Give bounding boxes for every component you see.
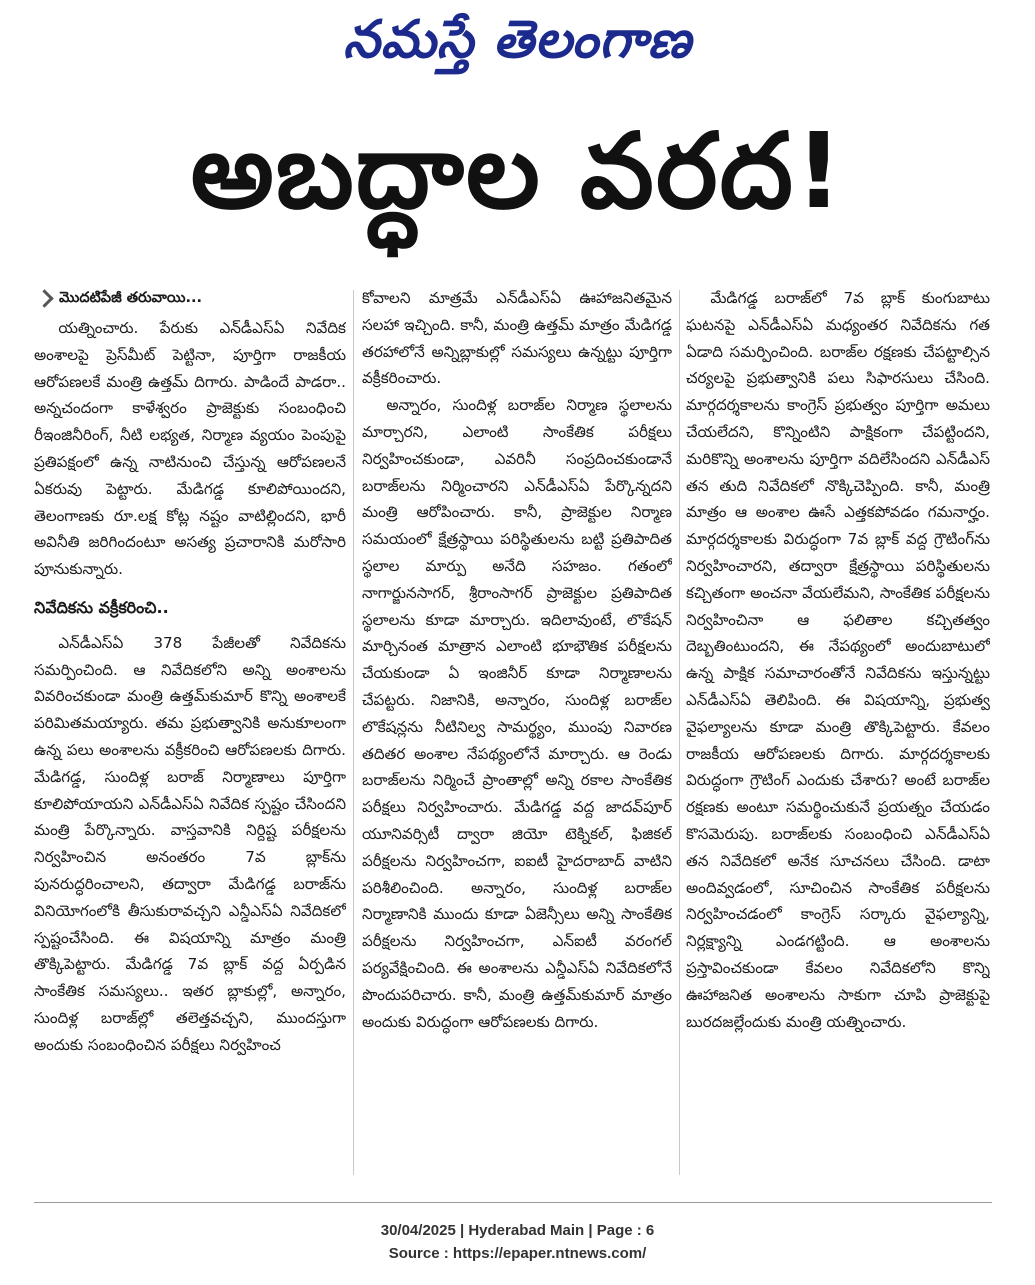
column-divider [353, 290, 354, 1175]
continued-text: మొదటిపేజీ తరువాయి... [59, 289, 203, 306]
article-column-3 [686, 285, 990, 1185]
article-column-1 [34, 285, 346, 1185]
paragraph: ఎన్‌డీఎస్‌ఏ 378 పేజీలతో నివేదికను సమర్పించింది. ఆ నివేదికలోని అన్ని అంశాలను వివరించకుండా మంత్రి ఉత్తమ్‌కుమార్ కొన్ని అంశాలకే పరిమితమయ్యారు. తమ ప్రభుత్వానికి అనుకూలంగా ఉన్న పలు అంశాలను వక్రీకరించి ఆరోపణలకు దిగారు. మేడిగడ్డ, సుందిళ్ల బరాజ్ నిర్మాణాలు పూర్తిగా కూలిపోయాయని ఎన్‌డీఎస్‌ఏ నివేదిక స్పష్టం చేసిందని మంత్రి పేర్కొన్నారు. వాస్తవానికి నిర్దిష్ట పరీక్షలను నిర్వహించిన అనంతరం 7వ బ్లాక్‌ను పునరుద్ధరించాలని, తద్వారా మేడిగడ్డ బరాజ్‌ను వినియోగంలోకి తీసుకురావచ్చని ఎన్డీఎస్‌ఏ నివేదికలో స్పష్టంచేసింది. ఈ విషయాన్ని మాత్రం మంత్రి తొక్కిపెట్టారు. మేడిగడ్డ 7వ బ్లాక్ వద్ద ఏర్పడిన సాంకేతిక సమస్యలు.. ఇతర బ్లాకుల్లో, అన్నారం, సుందిళ్ల బరాజ్‌ల్లో తలెత్తవచ్చని, ముందస్తుగా అందుకు సంబంధించిన పరీక్షలు నిర్వహించ [34, 633, 346, 1054]
column-divider [679, 290, 680, 1175]
continued-from-label [34, 285, 346, 311]
chevron-right-icon [35, 289, 53, 307]
subheading: నివేదికను వక్రీకరించి.. [34, 597, 169, 617]
paragraph: మేడిగడ్డ బరాజ్‌లో 7వ బ్లాక్ కుంగుబాటు ఘటనపై ఎన్‌డీఎస్‌ఏ మధ్యంతర నివేదికను గత ఏడాది సమర్పించింది. బరాజ్‌ల రక్షణకు చేపట్టాల్సిన చర్యలపై ప్రభుత్వానికి పలు సిఫారసులు చేసింది. మార్గదర్శకాలను కాంగ్రెస్ ప్రభుత్వం పూర్తిగా అమలు చేయలేదని, కొన్నింటిని పాక్షికంగా చేపట్టిందని, మరికొన్ని అంశాలను పూర్తిగా వదిలేసిందని ఎన్‌డీఎస్ తన తుది నివేదికలో నొక్కిచెప్పింది. కానీ, మంత్రి మాత్రం ఆ అంశాల ఊసే ఎత్తకపోవడం గమనార్హం. మార్గదర్శకాలకు విరుద్ధంగా 7వ బ్లాక్ వద్ద గ్రౌటింగ్‌ను నిర్వహించారని, తద్వారా క్షేత్రస్థాయి పరిస్థితులను కచ్చితంగా అంచనా వేయలేమని, సాంకేతిక పరీక్షలను నిర్వహించినా ఆ ఫలితాల కచ్చితత్వం దెబ్బతింటుందని, ఈ నేపథ్యంలో అందుబాటులో ఉన్న పాక్షిక సమాచారంతోనే నివేదికను ఇస్తున్నట్టు ఎన్‌డీఎస్‌ఏ తెలిపింది. ఈ విషయాన్ని, ప్రభుత్వ వైఫల్యాలను కూడా మంత్రి తొక్కిపెట్టారు. కేవలం రాజకీయ ఆరోపణలకు దిగారు. మార్గదర్శకాలకు విరుద్ధంగా గ్రౌటింగ్ ఎందుకు చేశారు? అంటే బరాజ్‌ల రక్షణకు అంటూ సమర్థించుకునే ప్రయత్నం చేయడం కొసమెరుపు. బరాజ్‌లకు సంబంధించి ఎన్‌డీఎస్‌ఏ తన నివేదికలో అనేక సూచనలు చేసింది. డాటా అందివ్వడంలో, సూచించిన సాంకేతిక పరీక్షలను నిర్వహించడంలో కాంగ్రెస్ సర్కారు వైఫల్యాన్ని, నిర్లక్ష్యాన్ని ఎండగట్టింది. ఆ అంశాలను ప్రస్తావించకుండా కేవలం నివేదికలోని కొన్ని ఊహాజనిత అంశాలను సాకుగా చూపి ప్రాజెక్టుపై బురదజల్లేందుకు మంత్రి యత్నించారు. [686, 289, 990, 1031]
footer-date-edition: 30/04/2025 | Hyderabad Main | Page : 6 [380, 1222, 655, 1239]
footer-divider [34, 1202, 992, 1203]
paragraph: అన్నారం, సుందిళ్ల బరాజ్‌ల నిర్మాణ స్థలాలను మార్చారని, ఎలాంటి సాంకేతిక పరీక్షలు నిర్వహించకుండా, ఎవరినీ సంప్రదించకుండానే బరాజ్‌లను నిర్మించారని ఎన్‌డీఎస్‌ఏ పేర్కొన్నదని మంత్రి ఆరోపించారు. కానీ, ప్రాజెక్టుల నిర్మాణ సమయంలో క్షేత్రస్థాయి పరిస్థితులను బట్టి ప్రతిపాదిత స్థలాల మార్పు అనేది సహజం. గతంలో నాగార్జునసాగర్, శ్రీరాంసాగర్ ప్రాజెక్టుల ప్రతిపాదిత స్థలాలను కూడా మార్చారు. ఇదిలావుంటే, లొకేషన్ మార్చినంత మాత్రాన ఎలాంటి భూభౌతిక పరీక్షలను చేయకుండా ఏ ఇంజినీర్ కూడా నిర్మాణాలను చేపట్టరు. నిజానికి, అన్నారం, సుందిళ్ల బరాజ్‌ల లొకేషన్లను నీటినిల్వ సామర్థ్యం, ముంపు నివారణ తదితర అంశాల నేపథ్యంలోనే మార్చారు. ఆ రెండు బరాజ్‌లను నిర్మించే ప్రాంతాల్లో అన్ని రకాల సాంకేతిక పరీక్షలు నిర్వహించారు. మేడిగడ్డ వద్ద జాదవ్‌పూర్ యూనివర్సిటీ ద్వారా జియో టెక్నికల్, ఫిజికల్ పరీక్షలను నిర్వహించగా, ఐఐటీ హైదరాబాద్ వాటిని పరిశీలించింది. అన్నారం, సుందిళ్ల బరాజ్‌ల నిర్మాణానికి ముందు కూడా ఏజెన్సీలు అన్ని సాంకేతిక పరీక్షలను నిర్వహించగా, ఎన్ఐటీ వరంగల్ పర్యవేక్షించింది. ఈ అంశాలను ఎన్డీఎస్‌ఏ నివేదికలోనే పొందుపరిచారు. కానీ, మంత్రి ఉత్తమ్‌కుమార్ మాత్రం అందుకు విరుద్ధంగా ఆరోపణలకు దిగారు. [362, 396, 672, 1031]
paragraph: కోవాలని మాత్రమే ఎన్‌డీఎస్‌ఏ ఊహాజనితమైన సలహా ఇచ్చింది. కానీ, మంత్రి ఉత్తమ్ మాత్రం మేడిగడ్డ తరహాలోనే అన్నిబ్లాకుల్లో సమస్యలు ఉన్నట్టు పూర్తిగా వక్రీకరించారు. [362, 289, 672, 388]
article-column-2 [362, 285, 672, 1185]
masthead-logo: నమస్తే తెలంగాణ [343, 9, 692, 70]
footer-source: Source : https://epaper.ntnews.com/ [388, 1245, 647, 1262]
headline: అబద్ధాల వరద! [190, 110, 845, 232]
paragraph: యత్నించారు. పేరుకు ఎన్‌డీఎస్‌ఏ నివేదిక అంశాలపై ప్రెస్‌మీట్ పెట్టినా, పూర్తిగా రాజకీయ ఆరోపణలకే మంత్రి ఉత్తమ్ దిగారు. పాడిందే పాడరా.. అన్నచందంగా కాళేశ్వరం ప్రాజెక్టుకు సంబంధించి రీఇంజినీరింగ్, నీటి లభ్యత, నిర్మాణ వ్యయం పెంపుపై ప్రతిపక్షంలో ఉన్న నాటినుంచి చేస్తున్న ఆరోపణలనే ఏకరువు పెట్టారు. మేడిగడ్డ కూలిపోయిందని, తెలంగాణకు రూ.లక్ష కోట్ల నష్టం వాటిల్లిందని, భారీ అవినీతి జరిగిందంటూ అసత్య ప్రచారానికి మరోసారి పూనుకున్నారు. [34, 319, 346, 579]
